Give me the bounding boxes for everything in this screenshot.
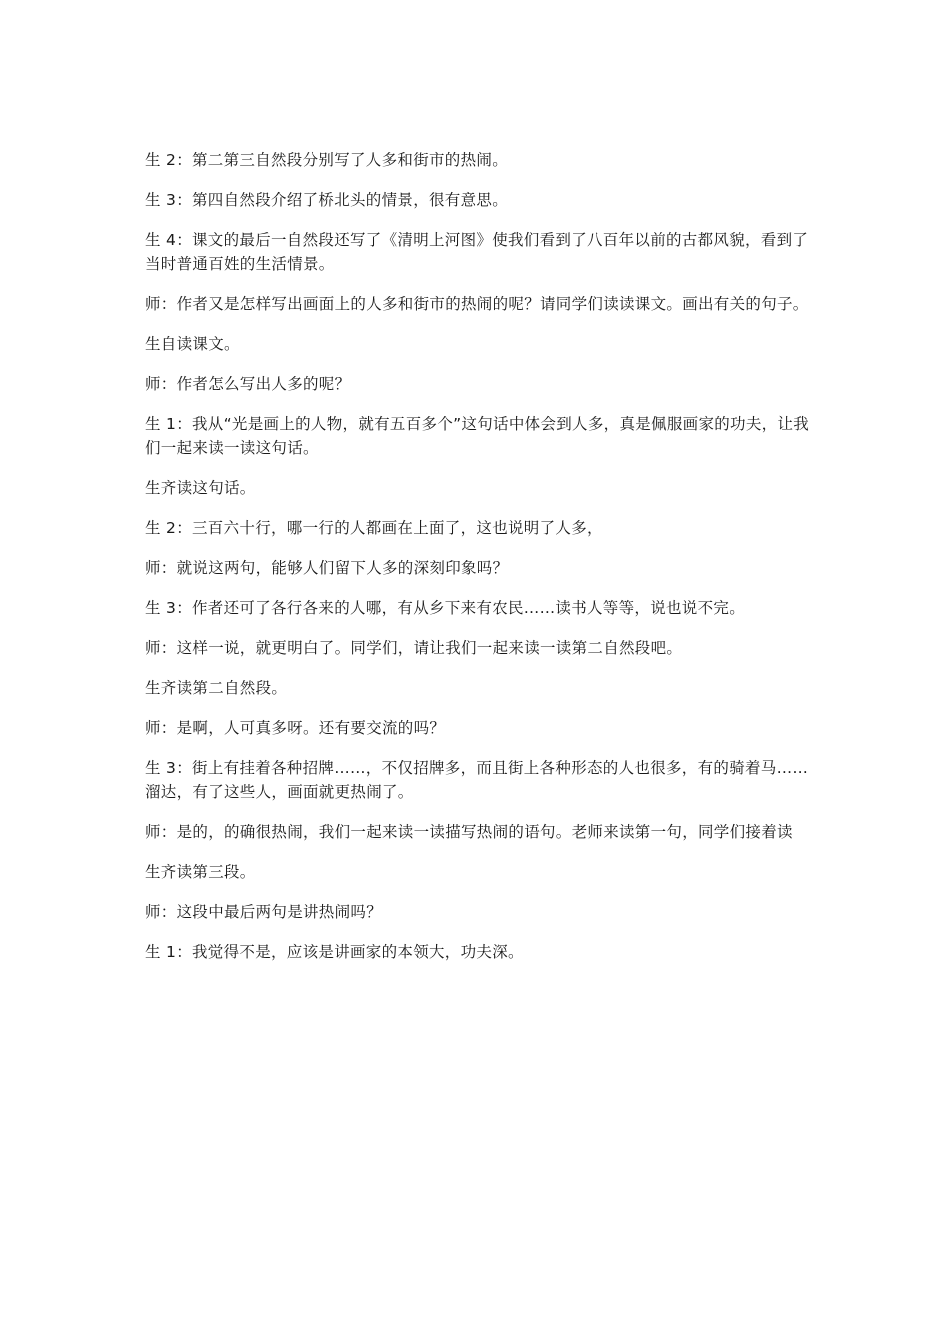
paragraph: 生 2：三百六十行，哪一行的人都画在上面了，这也说明了人多， bbox=[145, 519, 603, 537]
paragraph: 生 1：我从“光是画上的人物，就有五百多个”这句话中体会到人多，真是佩服画家的功夫，让我们一起来读一读这句话。 bbox=[145, 415, 810, 457]
paragraph: 生 3：街上有挂着各种招牌……，不仅招牌多，而且街上各种形态的人也很多，有的骑着马……溜达，有了这些人，画面就更热闹了。 bbox=[145, 759, 809, 801]
paragraph: 生齐读第二自然段。 bbox=[145, 679, 288, 697]
paragraph: 师：这段中最后两句是讲热闹吗？ bbox=[145, 903, 383, 921]
paragraph: 生 2：第二第三自然段分别写了人多和街市的热闹。 bbox=[145, 151, 508, 169]
paragraph: 生 3：第四自然段介绍了桥北头的情景，很有意思。 bbox=[145, 191, 508, 209]
paragraph: 生齐读这句话。 bbox=[145, 479, 256, 497]
paragraph: 生 1：我觉得不是，应该是讲画家的本领大，功夫深。 bbox=[145, 943, 524, 961]
paragraph: 师：作者又是怎样写出画面上的人多和街市的热闹的呢？请同学们读读课文。画出有关的句子。 bbox=[145, 295, 809, 313]
paragraph: 师：是的，的确很热闹，我们一起来读一读描写热闹的语句。老师来读第一句，同学们接着读 bbox=[145, 823, 793, 841]
paragraph: 生自读课文。 bbox=[145, 335, 240, 353]
paragraph: 师：这样一说，就更明白了。同学们，请让我们一起来读一读第二自然段吧。 bbox=[145, 639, 683, 657]
paragraph: 师：就说这两句，能够人们留下人多的深刻印象吗？ bbox=[145, 559, 509, 577]
paragraph: 生 3：作者还可了各行各来的人哪，有从乡下来有农民……读书人等等，说也说不完。 bbox=[145, 599, 745, 617]
paragraph: 师：作者怎么写出人多的呢？ bbox=[145, 375, 351, 393]
paragraph: 生齐读第三段。 bbox=[145, 863, 256, 881]
document-body bbox=[145, 148, 810, 980]
paragraph: 生 4：课文的最后一自然段还写了《清明上河图》使我们看到了八百年以前的古都风貌，看到了当时普通百姓的生活情景。 bbox=[145, 231, 809, 273]
paragraph: 师：是啊，人可真多呀。还有要交流的吗？ bbox=[145, 719, 446, 737]
